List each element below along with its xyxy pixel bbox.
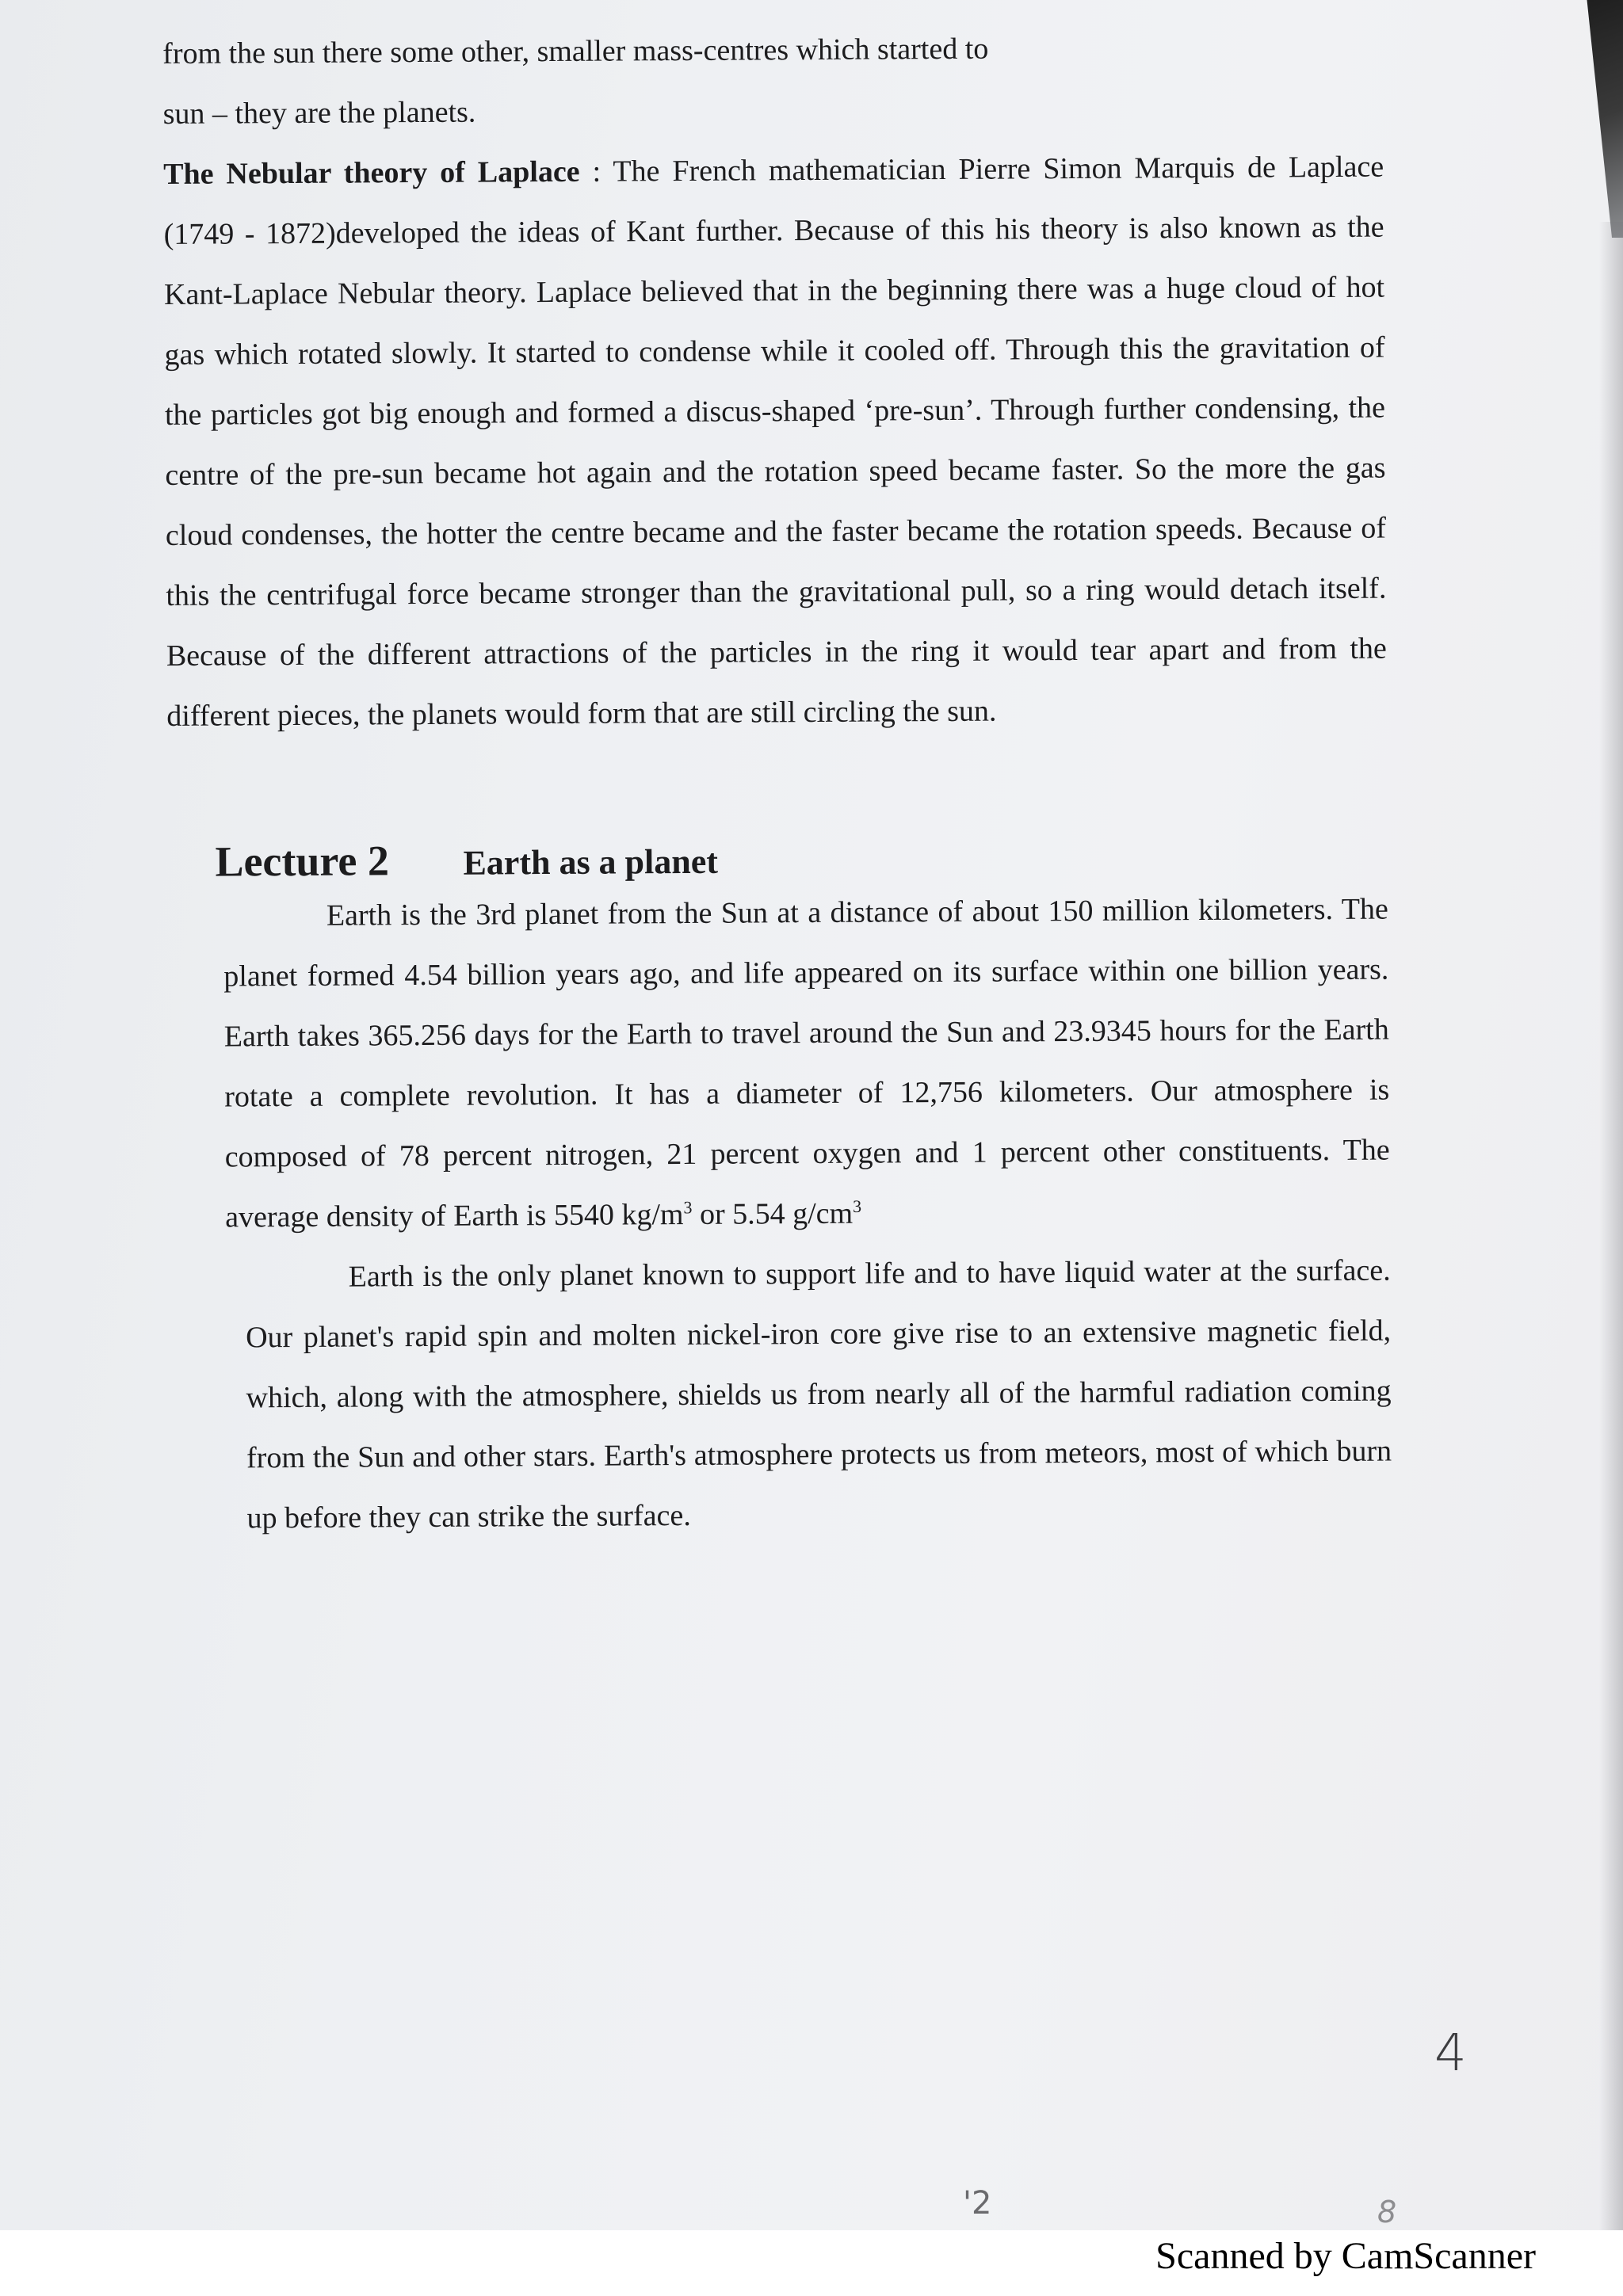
laplace-text: The French mathematician Pierre Simon Marquis de Laplace (1749 - 1872)developed the ideas of Kant further. Because of this his theory is also known as the Kant-Laplace Nebular theory. Laplace believed that in the beginning there was a huge cloud of hot gas which rotated slowly. It started to condense while it cooled off. Through this the gravitation of the particles got big enough and formed a discus-shaped ‘pre-sun’. Through further condensing, the centre of the pre-sun became hot again and the rotation speed became faster. So the more the gas cloud condenses, the hotter the centre became and the faster became the rotation speeds. Because of this the centrifugal force became stronger than the gravitational pull, so a ring would detach itself. Because of the different attractions of the particles in the ring it would tear apart and from the different pieces, the planets would form that are still circling the sun. [163,150,1387,733]
earth-para1-text: Earth is the 3rd planet from the Sun at a distance of about 150 million kilometers. The planet formed 4.54 billion years ago, and life appeared on its surface within one billion years. Earth takes 365.256 days for the Earth to travel around the Sun and 23.9345 hours for the Earth rotate a complete revolution. It has a diameter of 12,756 kilometers. Our atmosphere is composed of 78 percent nitrogen, 21 percent oxygen and 1 percent other constituents. The average density of Earth is 5540 kg/m [223,892,1390,1234]
lecture-number: Lecture 2 [215,837,390,886]
lecture-heading [215,830,1388,887]
stray-mark-2: 8 [1377,2195,1397,2229]
document-body [162,17,1392,1549]
earth-paragraph-2: Earth is the only planet known to support life and to have liquid water at the surface. Our planet's rapid spin and molten nickel-iron core give rise to an extensive magnetic field, which, along with the atmosphere, shields us from nearly all of the harmful radiation coming from the Sun and other stars. Earth's atmosphere protects us from meteors, most of which burn up before they can strike the surface. [246,1253,1392,1535]
superscript-2: 3 [852,1196,862,1217]
handwritten-page-number: 4 [1434,2024,1467,2083]
laplace-separator: : [579,154,613,189]
earth-paragraph-1 [168,879,1391,1248]
intro-line-2: sun – they are the planets. [162,95,476,131]
intro-line-1: from the sun there some other, smaller mass-centres which started to [162,32,989,71]
laplace-paragraph [163,137,1388,746]
camscanner-watermark: Scanned by CamScanner [1155,2235,1536,2277]
intro-paragraph [162,17,1384,144]
stray-mark-1: '2 [963,2185,992,2222]
laplace-heading: The Nebular theory of Laplace [163,154,580,191]
lecture-title: Earth as a planet [463,841,719,883]
page-edge-shade [1599,222,1623,2230]
earth-para1-text-end: or 5.54 g/cm [692,1196,854,1231]
superscript-1: 3 [683,1197,693,1218]
page-edge-shadow [1568,0,1623,238]
